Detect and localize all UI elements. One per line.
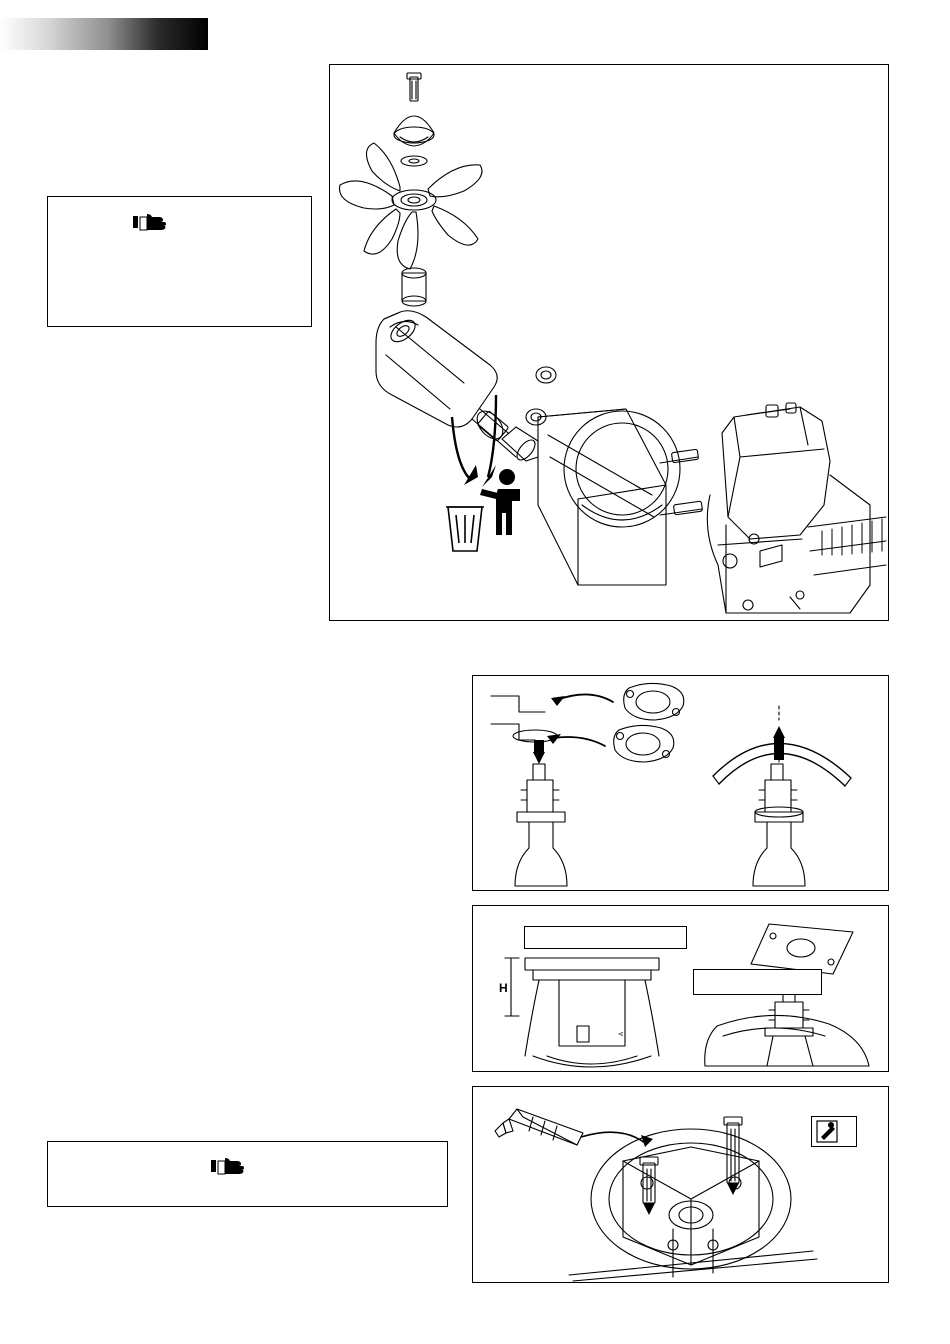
grease-figure-badge [811, 1116, 857, 1147]
figure-gasket-installation [472, 675, 889, 891]
height-figure-label-plate-1 [524, 926, 687, 949]
header-gradient-bar [0, 18, 208, 50]
height-figure-label-plate-2 [693, 969, 822, 995]
note-box-bottom [47, 1141, 448, 1207]
note-box-top [47, 196, 312, 327]
tool-badge-icon [812, 1117, 856, 1146]
pointing-hand-icon [211, 1155, 245, 1177]
figure-fan-and-motor-exploded-view [329, 64, 889, 621]
figure-grease-application [472, 1086, 889, 1283]
figure-impeller-height-adjustment [472, 905, 889, 1072]
svg-text:H: H [499, 981, 508, 995]
pointing-hand-icon [133, 211, 167, 233]
svg-text:A: A [619, 1031, 625, 1036]
